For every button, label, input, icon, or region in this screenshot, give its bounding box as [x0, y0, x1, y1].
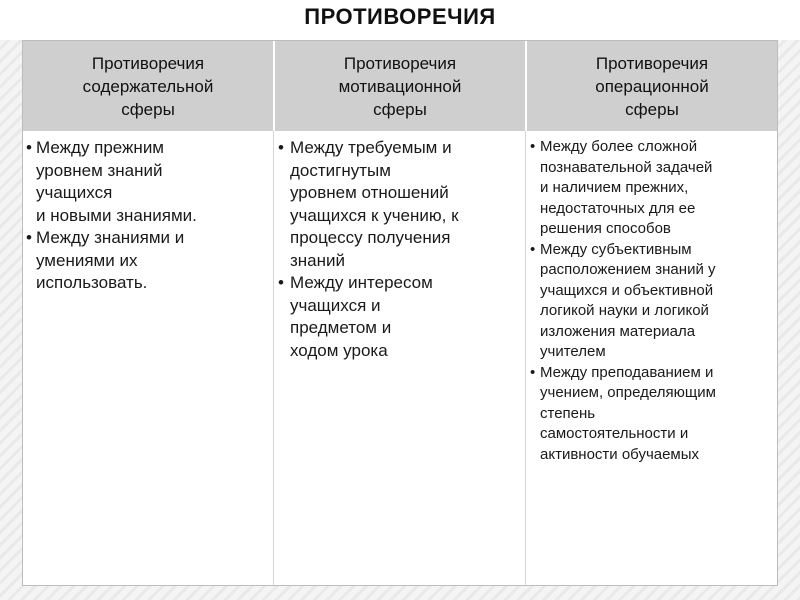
list-item: • Между субъективным расположением знаний у учащихся и объективной логикой науки и логикой изложения материала учителем	[529, 240, 775, 363]
header-label: Противоречия содержательной сферы	[82, 53, 214, 119]
header-label: Противоречия операционной сферы	[595, 53, 709, 119]
bullet-list	[25, 137, 271, 295]
list-item: • Между знаниями и умениями их использовать.	[25, 227, 271, 295]
contradictions-table	[22, 40, 778, 586]
bullet-list	[529, 137, 775, 465]
list-item: • Между требуемым и достигнутым уровнем отношений учащихся к учению, к процессу получения знаний	[277, 137, 523, 272]
body-cell-motivation-sphere	[277, 137, 523, 577]
list-item: • Между преподаванием и учением, определяющим степень самостоятельности и активности обучаемых	[529, 363, 775, 466]
body-cell-content-sphere	[25, 137, 271, 577]
body-cell-operational-sphere	[529, 137, 775, 577]
table-header-row	[23, 41, 777, 133]
header-cell-operational-sphere	[527, 41, 777, 131]
column-divider-body	[525, 131, 526, 585]
list-item: • Между прежним уровнем знаний учащихся и новыми знаниями.	[25, 137, 271, 227]
list-item: • Между более сложной познавательной задачей и наличием прежних, недостаточных для ее решения способов	[529, 137, 775, 240]
header-label: Противоречия мотивационной сферы	[338, 53, 462, 119]
column-divider-body	[273, 131, 274, 585]
header-cell-motivation-sphere	[275, 41, 525, 131]
list-item: • Между интересом учащихся и предметом и ходом урока	[277, 272, 523, 362]
bullet-list	[277, 137, 523, 362]
header-cell-content-sphere	[23, 41, 273, 131]
slide-title: ПРОТИВОРЕЧИЯ	[304, 4, 496, 29]
